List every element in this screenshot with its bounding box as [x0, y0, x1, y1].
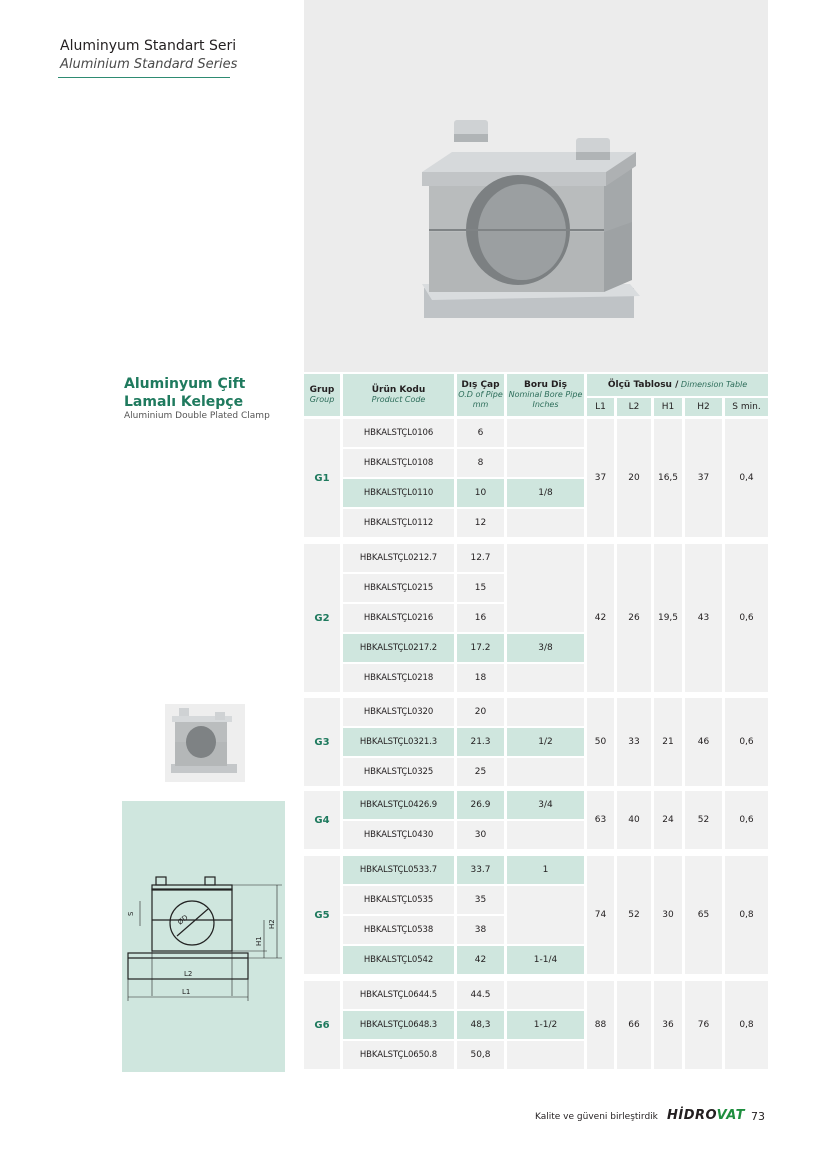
- nominal-bore: 1-1/2: [507, 1011, 584, 1039]
- pipe-od: 12: [457, 509, 504, 537]
- header-dim-tr: Ölçü Tablosu /: [607, 380, 679, 390]
- clamp-illustration: [304, 0, 768, 372]
- label-l1: L1: [182, 988, 191, 996]
- header-bore: [507, 374, 584, 416]
- header-group-en: Group: [309, 395, 335, 404]
- nominal-bore-empty: [507, 698, 584, 726]
- product-title: Aluminyum Çift Lamalı Kelepçe: [124, 376, 246, 410]
- product-code: HBKALSTÇL0538: [343, 916, 454, 944]
- pipe-od: 35: [457, 886, 504, 914]
- group-label: G5: [304, 856, 340, 974]
- group-label: G4: [304, 791, 340, 849]
- product-code: HBKALSTÇL0216: [343, 604, 454, 632]
- pipe-od: 17.2: [457, 634, 504, 662]
- label-h1: H1: [255, 936, 263, 946]
- dim-h1: 19,5: [654, 544, 682, 692]
- product-photo: [304, 0, 768, 372]
- pipe-od: 16: [457, 604, 504, 632]
- pipe-od: 26.9: [457, 791, 504, 819]
- header-od: [457, 374, 504, 416]
- nominal-bore-empty: [507, 1041, 584, 1069]
- dim-l1: 88: [587, 981, 614, 1069]
- nominal-bore-empty: [507, 449, 584, 477]
- header-h2: H2: [685, 398, 722, 416]
- clamp-thumbnail-illustration: [165, 704, 245, 782]
- series-title-en: Aluminium Standard Series: [60, 57, 238, 72]
- product-code: HBKALSTÇL0542: [343, 946, 454, 974]
- dim-s: 0,8: [725, 981, 768, 1069]
- pipe-od: 42: [457, 946, 504, 974]
- product-code: HBKALSTÇL0426.9: [343, 791, 454, 819]
- label-h2: H2: [268, 919, 276, 929]
- header-code-en: Product Code: [371, 395, 426, 404]
- brand-logo: [667, 1108, 745, 1123]
- group-label: G6: [304, 981, 340, 1069]
- dim-l1: 37: [587, 419, 614, 537]
- dim-s: 0,6: [725, 698, 768, 786]
- pipe-od: 20: [457, 698, 504, 726]
- nominal-bore-empty: [507, 758, 584, 786]
- header-dimension-table: [587, 374, 768, 396]
- header-od-tr: Dış Çap: [461, 380, 500, 390]
- product-code: HBKALSTÇL0648.3: [343, 1011, 454, 1039]
- header-od-unit: mm: [472, 400, 489, 409]
- product-code: HBKALSTÇL0112: [343, 509, 454, 537]
- dim-l1: 74: [587, 856, 614, 974]
- pipe-od: 21.3: [457, 728, 504, 756]
- header-l1: L1: [587, 398, 614, 416]
- product-code: HBKALSTÇL0217.2: [343, 634, 454, 662]
- product-code: HBKALSTÇL0320: [343, 698, 454, 726]
- header-od-en: O.D of Pipe: [458, 390, 503, 399]
- series-title-tr: Aluminyum Standart Seri: [60, 38, 237, 54]
- group-label: G3: [304, 698, 340, 786]
- dim-h2: 76: [685, 981, 722, 1069]
- product-code: HBKALSTÇL0533.7: [343, 856, 454, 884]
- dim-h2: 65: [685, 856, 722, 974]
- nominal-bore: 1-1/4: [507, 946, 584, 974]
- pipe-od: 50,8: [457, 1041, 504, 1069]
- header-h1: H1: [654, 398, 682, 416]
- header-bore-tr: Boru Diş: [524, 380, 567, 390]
- nominal-bore-empty: [507, 886, 584, 944]
- dim-s: 0,8: [725, 856, 768, 974]
- product-code: HBKALSTÇL0430: [343, 821, 454, 849]
- header-l2: L2: [617, 398, 651, 416]
- nominal-bore-empty: [507, 419, 584, 447]
- product-code: HBKALSTÇL0106: [343, 419, 454, 447]
- pipe-od: 48,3: [457, 1011, 504, 1039]
- dimension-drawing: [122, 801, 285, 1072]
- nominal-bore: 1/2: [507, 728, 584, 756]
- footer-slogan: Kalite ve güveni birleştirdik: [535, 1112, 658, 1122]
- product-code: HBKALSTÇL0218: [343, 664, 454, 692]
- product-code: HBKALSTÇL0321.3: [343, 728, 454, 756]
- header-bore-unit: Inches: [532, 400, 559, 409]
- dim-h2: 46: [685, 698, 722, 786]
- product-code: HBKALSTÇL0215: [343, 574, 454, 602]
- header-group-tr: Grup: [309, 385, 335, 395]
- product-code: HBKALSTÇL0110: [343, 479, 454, 507]
- header-smin: S min.: [725, 398, 768, 416]
- product-code: HBKALSTÇL0644.5: [343, 981, 454, 1009]
- header-dim-en: Dimension Table: [678, 380, 748, 389]
- product-subtitle: Aluminium Double Plated Clamp: [124, 411, 270, 421]
- nominal-bore-empty: [507, 509, 584, 537]
- group-label: G2: [304, 544, 340, 692]
- technical-drawing: [122, 801, 285, 1072]
- pipe-od: 30: [457, 821, 504, 849]
- dim-h2: 52: [685, 791, 722, 849]
- dim-l1: 63: [587, 791, 614, 849]
- dim-l2: 33: [617, 698, 651, 786]
- dim-h1: 16,5: [654, 419, 682, 537]
- dim-s: 0,4: [725, 419, 768, 537]
- pipe-od: 33.7: [457, 856, 504, 884]
- nominal-bore-empty: [507, 544, 584, 632]
- logo-part-b: VAT: [716, 1108, 745, 1123]
- nominal-bore-empty: [507, 981, 584, 1009]
- dim-h1: 24: [654, 791, 682, 849]
- nominal-bore: 1/8: [507, 479, 584, 507]
- dim-h1: 30: [654, 856, 682, 974]
- pipe-od: 18: [457, 664, 504, 692]
- nominal-bore: 3/8: [507, 634, 584, 662]
- pipe-od: 6: [457, 419, 504, 447]
- group-label: G1: [304, 419, 340, 537]
- header-group: [304, 374, 340, 416]
- logo-part-a: HİDRO: [667, 1108, 717, 1123]
- label-l2: L2: [184, 970, 193, 978]
- label-s: S: [127, 911, 135, 916]
- pipe-od: 10: [457, 479, 504, 507]
- product-code: HBKALSTÇL0325: [343, 758, 454, 786]
- series-divider: [58, 77, 230, 78]
- pipe-od: 15: [457, 574, 504, 602]
- pipe-od: 38: [457, 916, 504, 944]
- dim-s: 0,6: [725, 791, 768, 849]
- nominal-bore-empty: [507, 821, 584, 849]
- dim-l1: 42: [587, 544, 614, 692]
- pipe-od: 44.5: [457, 981, 504, 1009]
- header-code-tr: Ürün Kodu: [371, 385, 426, 395]
- dim-l2: 20: [617, 419, 651, 537]
- product-code: HBKALSTÇL0212.7: [343, 544, 454, 572]
- header-code: [343, 374, 454, 416]
- product-code: HBKALSTÇL0650.8: [343, 1041, 454, 1069]
- dim-l2: 66: [617, 981, 651, 1069]
- pipe-od: 25: [457, 758, 504, 786]
- nominal-bore: 1: [507, 856, 584, 884]
- dim-h1: 36: [654, 981, 682, 1069]
- nominal-bore: 3/4: [507, 791, 584, 819]
- pipe-od: 12.7: [457, 544, 504, 572]
- dim-h1: 21: [654, 698, 682, 786]
- pipe-od: 8: [457, 449, 504, 477]
- product-thumbnail: [165, 704, 245, 786]
- dim-l2: 40: [617, 791, 651, 849]
- dim-s: 0,6: [725, 544, 768, 692]
- page-number: 73: [751, 1110, 765, 1123]
- dim-l2: 26: [617, 544, 651, 692]
- header-bore-en: Nominal Bore Pipe: [508, 390, 583, 399]
- product-code: HBKALSTÇL0535: [343, 886, 454, 914]
- nominal-bore-empty: [507, 664, 584, 692]
- product-code: HBKALSTÇL0108: [343, 449, 454, 477]
- dim-h2: 37: [685, 419, 722, 537]
- dim-l2: 52: [617, 856, 651, 974]
- label-d: ØD: [176, 913, 190, 927]
- dim-l1: 50: [587, 698, 614, 786]
- dim-h2: 43: [685, 544, 722, 692]
